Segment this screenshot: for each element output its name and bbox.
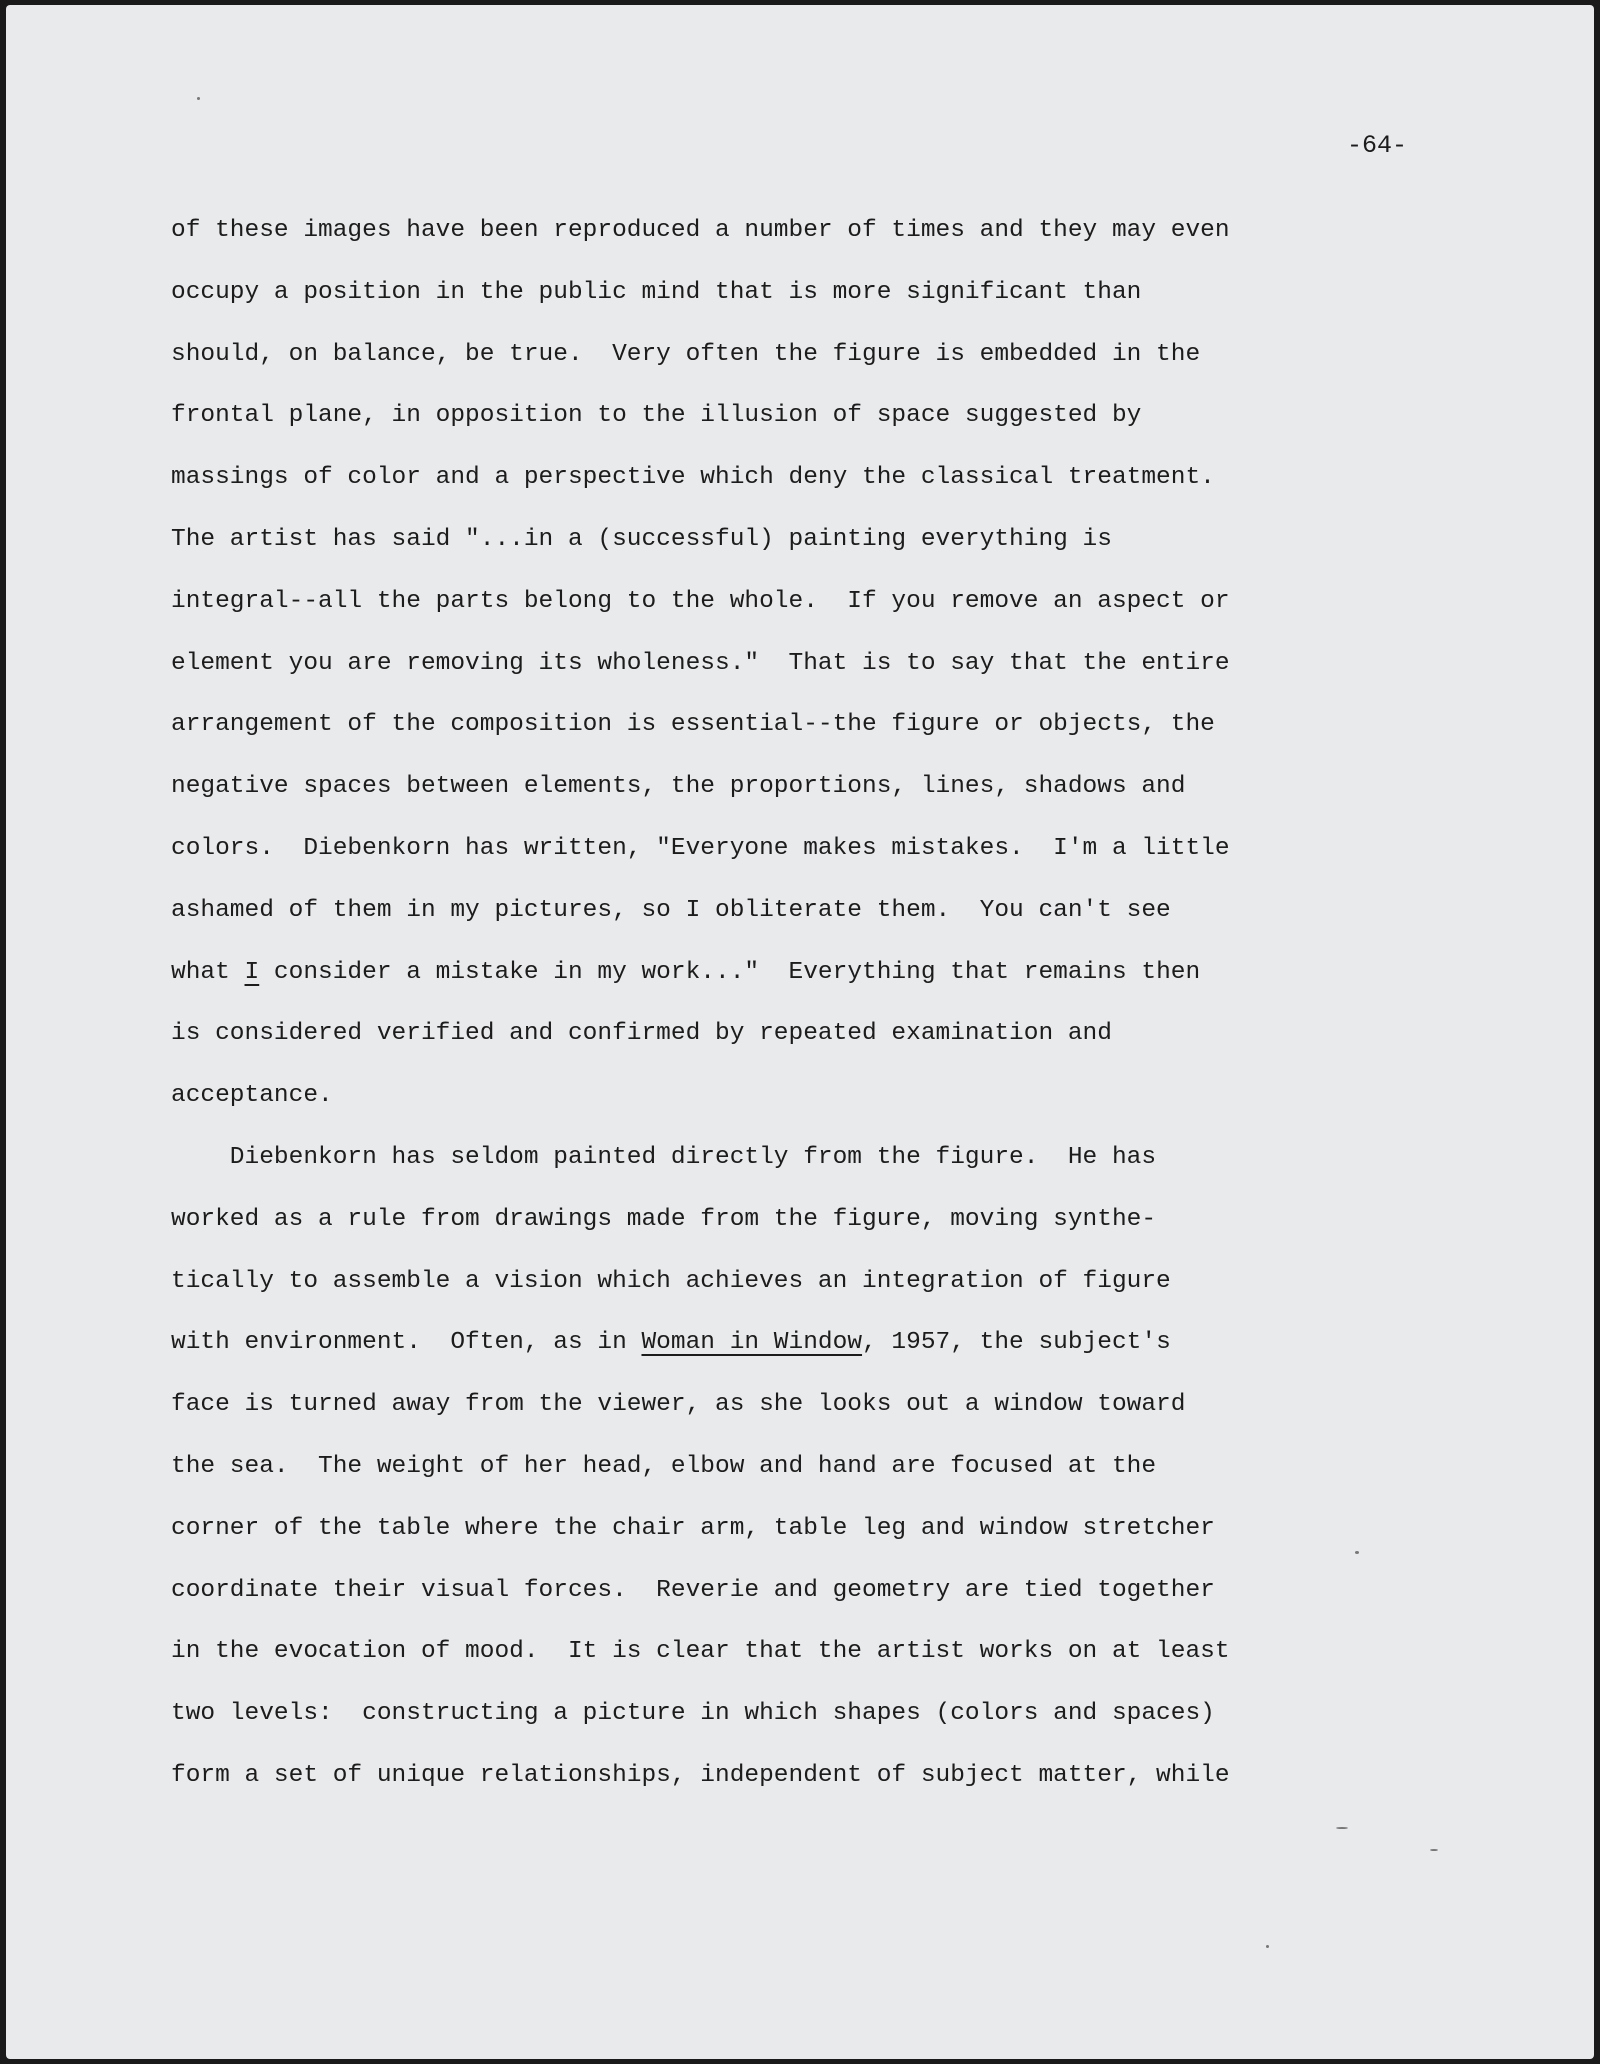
scan-speck xyxy=(1266,1945,1269,1948)
text-line: massings of color and a perspective which deny the classical treatment. xyxy=(171,464,1215,492)
underlined-emphasis: I xyxy=(244,958,260,986)
scan-speck xyxy=(197,97,200,100)
text-line: integral--all the parts belong to the whole. If you remove an aspect or xyxy=(171,587,1230,615)
text-line: of these images have been reproduced a number of times and they may even xyxy=(171,217,1230,244)
text-line: acceptance. xyxy=(171,1082,333,1110)
text-line xyxy=(171,1312,1431,1374)
document-page xyxy=(6,5,1594,2059)
text-line: negative spaces between elements, the proportions, lines, shadows and xyxy=(171,773,1186,801)
text-line: the sea. The weight of her head, elbow and hand are focused at the xyxy=(171,1452,1157,1480)
text-line: Diebenkorn has seldom painted directly from the figure. He has xyxy=(171,1143,1157,1171)
text-fragment: with environment. Often, as in xyxy=(171,1329,642,1357)
page-number: -64- xyxy=(1347,131,1408,160)
text-line: The artist has said "...in a (successful) painting everything is xyxy=(171,525,1112,553)
text-fragment: , 1957, the subject's xyxy=(862,1329,1171,1357)
text-line: arrangement of the composition is essential--the figure or objects, the xyxy=(171,711,1215,739)
text-line: face is turned away from the viewer, as she looks out a window toward xyxy=(171,1391,1186,1419)
text-line: tically to assemble a vision which achieves an integration of figure xyxy=(171,1267,1171,1295)
text-line: element you are removing its wholeness." That is to say that the entire xyxy=(171,649,1230,677)
text-fragment: what xyxy=(171,958,245,986)
text-fragment: consider a mistake in my work..." Everything that remains then xyxy=(259,958,1201,986)
scan-speck xyxy=(1430,1849,1438,1851)
text-line xyxy=(171,942,1431,1004)
text-line: worked as a rule from drawings made from the figure, moving synthe- xyxy=(171,1205,1157,1233)
artwork-title: Woman in Window xyxy=(641,1329,863,1357)
text-line: colors. Diebenkorn has written, "Everyone makes mistakes. I'm a little xyxy=(171,834,1230,862)
scan-speck xyxy=(1355,1551,1359,1554)
scan-speck xyxy=(1336,1827,1348,1829)
text-line: in the evocation of mood. It is clear that the artist works on at least xyxy=(171,1638,1230,1666)
text-line: should, on balance, be true. Very often the figure is embedded in the xyxy=(171,340,1201,368)
text-line: ashamed of them in my pictures, so I obliterate them. You can't see xyxy=(171,896,1171,924)
text-line: frontal plane, in opposition to the illusion of space suggested by xyxy=(171,402,1142,430)
text-line: corner of the table where the chair arm, table leg and window stretcher xyxy=(171,1514,1215,1542)
body-text xyxy=(171,200,1431,1807)
text-line: coordinate their visual forces. Reverie and geometry are tied together xyxy=(171,1576,1215,1604)
text-line: two levels: constructing a picture in which shapes (colors and spaces) xyxy=(171,1700,1215,1728)
text-line: form a set of unique relationships, independent of subject matter, while xyxy=(171,1761,1230,1789)
text-line: is considered verified and confirmed by repeated examination and xyxy=(171,1020,1112,1048)
text-line: occupy a position in the public mind that is more significant than xyxy=(171,278,1142,306)
